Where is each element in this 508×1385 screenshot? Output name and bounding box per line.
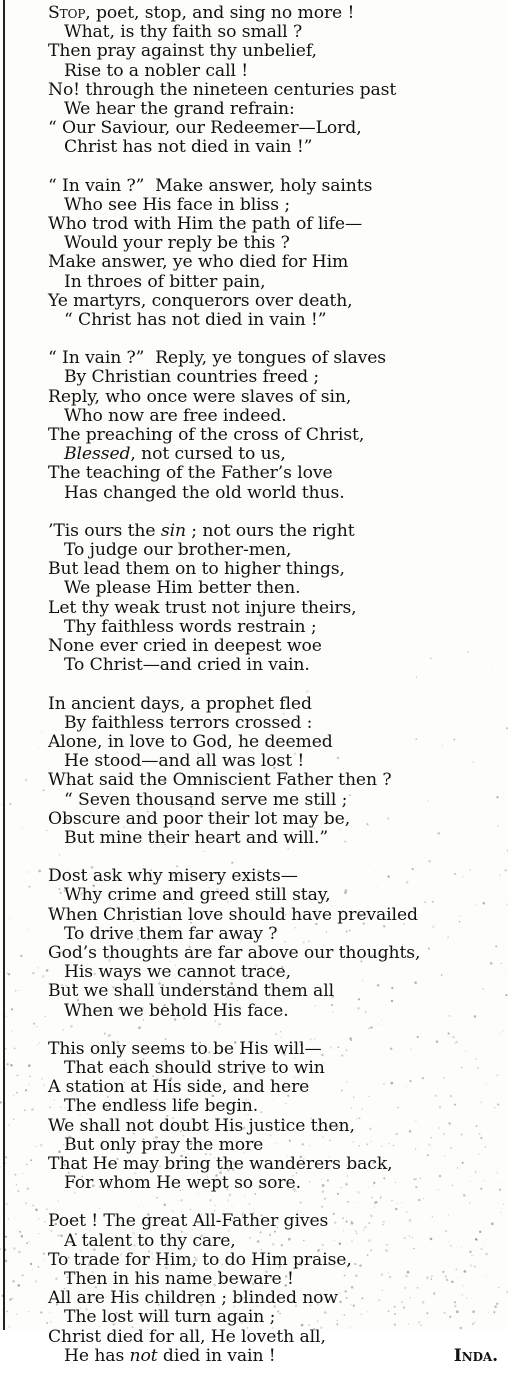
poem-line <box>0 138 508 157</box>
line-text: “ In vain ?” Reply, ye tongues of slaves <box>48 348 386 368</box>
poem-line <box>0 4 508 23</box>
line-text: Obscure and poor their lot may be, <box>48 809 350 829</box>
line-text: We please Him better then. <box>64 578 300 598</box>
poem-line <box>0 1270 508 1289</box>
line-text: He has <box>64 1346 130 1366</box>
poem-line <box>0 982 508 1001</box>
stanza-8 <box>0 1212 508 1366</box>
line-text: “ Seven thousand serve me still ; <box>64 790 347 810</box>
line-text: Dost ask why misery exists— <box>48 866 298 886</box>
poem-line <box>0 1136 508 1155</box>
poem-line <box>0 944 508 963</box>
poem-line <box>0 1059 508 1078</box>
line-text: Rise to a nobler call ! <box>64 61 248 81</box>
poem-line <box>0 1155 508 1174</box>
line-text: The lost will turn again ; <box>64 1307 275 1327</box>
line-text: By Christian countries freed ; <box>64 367 319 387</box>
line-text: “ Our Saviour, our Redeemer—Lord, <box>48 118 362 138</box>
poem-line <box>0 100 508 119</box>
poem-line <box>0 618 508 637</box>
line-text: Who see His face in bliss ; <box>64 195 290 215</box>
poem-line <box>0 771 508 790</box>
line-text: In ancient days, a prophet fled <box>48 694 312 714</box>
stanza-1 <box>0 4 508 158</box>
poem-line <box>0 579 508 598</box>
line-text: That He may bring the wanderers back, <box>48 1154 393 1174</box>
line-text: But lead them on to higher things, <box>48 559 345 579</box>
poem-line <box>0 81 508 100</box>
line-text: In throes of bitter pain, <box>64 272 265 292</box>
poem-line <box>0 733 508 752</box>
line-text: By faithless terrors crossed : <box>64 713 312 733</box>
poem-line <box>0 925 508 944</box>
line-text: Christ died for all, He loveth all, <box>48 1327 326 1347</box>
poem-line <box>0 426 508 445</box>
line-text: Who now are free indeed. <box>64 406 287 426</box>
line-text: Alone, in love to God, he deemed <box>48 732 333 752</box>
line-text: All are His children ; blinded now <box>48 1288 338 1308</box>
poem-line <box>0 1251 508 1270</box>
poem-line <box>0 867 508 886</box>
poem-line <box>0 963 508 982</box>
poem-line <box>0 349 508 368</box>
line-text: ’Tis ours the <box>48 521 161 541</box>
line-text: Make answer, ye who died for Him <box>48 252 348 272</box>
line-text: We shall not doubt His justice then, <box>48 1116 355 1136</box>
stanza-7 <box>0 1040 508 1194</box>
stanza-4 <box>0 522 508 676</box>
line-text: To trade for Him, to do Him praise, <box>48 1250 352 1270</box>
poem-line <box>0 253 508 272</box>
poem-line <box>0 62 508 81</box>
line-text: ; not ours the right <box>186 521 355 541</box>
line-text: When Christian love should have prevailed <box>48 905 418 925</box>
poem-line <box>0 42 508 61</box>
line-text: To Christ—and cried in vain. <box>64 655 310 675</box>
poem-line <box>0 810 508 829</box>
line-text: Ye martyrs, conquerors over death, <box>48 291 353 311</box>
poem-line <box>0 234 508 253</box>
poem-line <box>0 273 508 292</box>
poem-line <box>0 407 508 426</box>
line-text: What, is thy faith so small ? <box>64 22 302 42</box>
poem-line <box>0 464 508 483</box>
poem-line <box>0 560 508 579</box>
italic-word: not <box>130 1346 158 1366</box>
line-text: Has changed the old world thus. <box>64 483 345 503</box>
poem-line <box>0 177 508 196</box>
poem-line <box>0 1289 508 1308</box>
line-text: To drive them far away ? <box>64 924 277 944</box>
poem-line <box>0 1078 508 1097</box>
line-text: Let thy weak trust not injure theirs, <box>48 598 357 618</box>
poem-line <box>0 886 508 905</box>
line-text: Thy faithless words restrain ; <box>64 617 317 637</box>
poem-line <box>0 196 508 215</box>
line-text: God’s thoughts are far above our thoughts, <box>48 943 420 963</box>
poem-line <box>0 1232 508 1251</box>
line-text: But only pray the more <box>64 1135 263 1155</box>
line-text: The teaching of the Father’s love <box>48 463 333 483</box>
poem-line <box>0 1040 508 1059</box>
line-text: “ Christ has not died in vain !” <box>64 310 326 330</box>
poem-line <box>0 1328 508 1347</box>
line-text: “ In vain ?” Make answer, holy saints <box>48 176 372 196</box>
line-text: Then in his name beware ! <box>64 1269 294 1289</box>
italic-word: Blessed <box>64 444 130 464</box>
line-text: , poet, stop, and sing no more ! <box>85 3 354 23</box>
line-text: But we shall understand them all <box>48 981 334 1001</box>
poem-line <box>0 1097 508 1116</box>
line-text: Then pray against thy unbelief, <box>48 41 317 61</box>
poem-line <box>0 292 508 311</box>
poem-line <box>0 368 508 387</box>
poem-line <box>0 906 508 925</box>
poem-line <box>0 1347 508 1366</box>
stanza-6 <box>0 867 508 1021</box>
poem <box>0 4 508 1385</box>
poem-line <box>0 23 508 42</box>
line-text: Reply, who once were slaves of sin, <box>48 387 351 407</box>
line-text: When we behold His face. <box>64 1001 289 1021</box>
line-text: We hear the grand refrain: <box>64 99 295 119</box>
poem-line <box>0 311 508 330</box>
poem-line <box>0 656 508 675</box>
poem-line <box>0 541 508 560</box>
author-signature: Inda. <box>454 1347 498 1366</box>
poem-line <box>0 1002 508 1021</box>
poem-line <box>0 599 508 618</box>
line-text: Christ has not died in vain !” <box>64 137 312 157</box>
line-text: To judge our brother-men, <box>64 540 291 560</box>
line-text: , not cursed to us, <box>130 444 285 464</box>
line-text: Why crime and greed still stay, <box>64 885 330 905</box>
poem-line <box>0 829 508 848</box>
poem-line <box>0 1212 508 1231</box>
stanza-3 <box>0 349 508 503</box>
line-text: That each should strive to win <box>64 1058 325 1078</box>
line-text: A station at His side, and here <box>48 1077 309 1097</box>
line-text: What said the Omniscient Father then ? <box>48 770 391 790</box>
line-text: None ever cried in deepest woe <box>48 636 322 656</box>
poem-line <box>0 484 508 503</box>
poem-line <box>0 752 508 771</box>
line-text: The endless life begin. <box>64 1096 258 1116</box>
line-text: But mine their heart and will.” <box>64 828 328 848</box>
line-text: Would your reply be this ? <box>64 233 290 253</box>
poem-line <box>0 1174 508 1193</box>
line-text: His ways we cannot trace, <box>64 962 291 982</box>
poem-line <box>0 714 508 733</box>
poem-line <box>0 522 508 541</box>
line-text: He stood—and all was lost ! <box>64 751 304 771</box>
line-text: Who trod with Him the path of life— <box>48 214 362 234</box>
poem-line <box>0 215 508 234</box>
line-text: No! through the nineteen centuries past <box>48 80 396 100</box>
opening-word: Stop <box>48 3 85 23</box>
poem-line <box>0 119 508 138</box>
stanza-2 <box>0 177 508 331</box>
line-text: Poet ! The great All-Father gives <box>48 1211 328 1231</box>
line-text: The preaching of the cross of Christ, <box>48 425 364 445</box>
poem-line <box>0 791 508 810</box>
stanza-5 <box>0 695 508 849</box>
poem-line <box>0 695 508 714</box>
line-text: For whom He wept so sore. <box>64 1173 301 1193</box>
italic-word: sin <box>161 521 186 541</box>
line-text: A talent to thy care, <box>64 1231 236 1251</box>
poem-line <box>0 1308 508 1327</box>
line-text: This only seems to be His will— <box>48 1039 322 1059</box>
poem-line <box>0 1117 508 1136</box>
poem-line <box>0 445 508 464</box>
poem-line <box>0 388 508 407</box>
line-text: died in vain ! <box>158 1346 276 1366</box>
poem-line <box>0 637 508 656</box>
